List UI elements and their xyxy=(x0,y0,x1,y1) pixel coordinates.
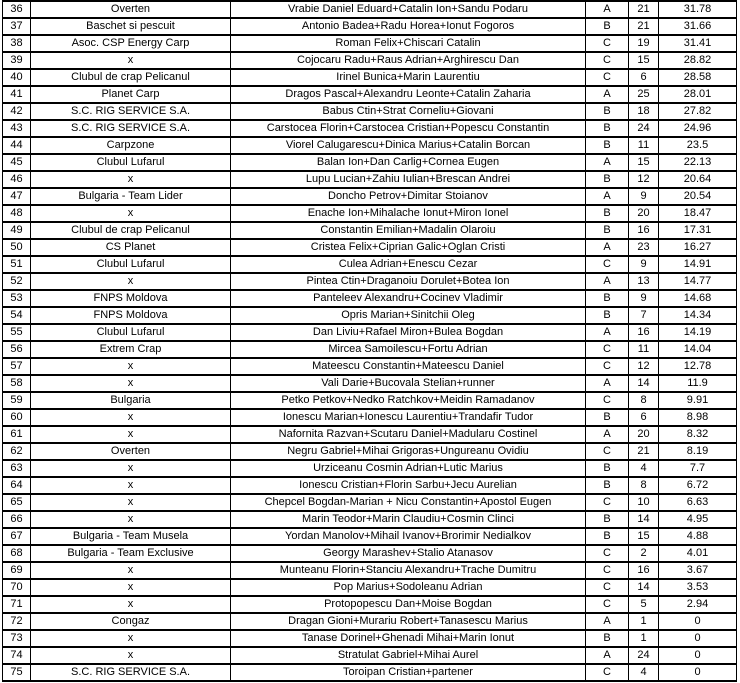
peg-cell: 5 xyxy=(629,596,659,613)
rank-cell: 69 xyxy=(3,562,31,579)
team-cell: x xyxy=(31,562,231,579)
rank-cell: 43 xyxy=(3,120,31,137)
competitors-cell: Antonio Badea+Radu Horea+Ionut Fogoros xyxy=(231,18,586,35)
competitors-cell: Mateescu Constantin+Mateescu Daniel xyxy=(231,358,586,375)
competitors-cell: Panteleev Alexandru+Cocinev Vladimir xyxy=(231,290,586,307)
peg-cell: 18 xyxy=(629,103,659,120)
table-row xyxy=(3,358,737,375)
team-cell: S.C. RIG SERVICE S.A. xyxy=(31,664,231,681)
weight-cell: 14.91 xyxy=(659,256,737,273)
weight-cell: 4.88 xyxy=(659,528,737,545)
weight-cell: 8.19 xyxy=(659,443,737,460)
weight-cell: 3.67 xyxy=(659,562,737,579)
peg-cell: 9 xyxy=(629,256,659,273)
table-row xyxy=(3,562,737,579)
sector-cell: B xyxy=(586,205,629,222)
peg-cell: 6 xyxy=(629,409,659,426)
competitors-cell: Yordan Manolov+Mihail Ivanov+Brorimir Nedialkov xyxy=(231,528,586,545)
competitors-cell: Nafornita Razvan+Scutaru Daniel+Madularu Costinel xyxy=(231,426,586,443)
rank-cell: 54 xyxy=(3,307,31,324)
weight-cell: 14.77 xyxy=(659,273,737,290)
team-cell: x xyxy=(31,460,231,477)
rank-cell: 59 xyxy=(3,392,31,409)
peg-cell: 7 xyxy=(629,307,659,324)
competitors-cell: Enache Ion+Mihalache Ionut+Miron Ionel xyxy=(231,205,586,222)
team-cell: S.C. RIG SERVICE S.A. xyxy=(31,103,231,120)
peg-cell: 19 xyxy=(629,35,659,52)
competitors-cell: Tanase Dorinel+Ghenadi Mihai+Marin Ionut xyxy=(231,630,586,647)
weight-cell: 27.82 xyxy=(659,103,737,120)
peg-cell: 25 xyxy=(629,86,659,103)
weight-cell: 28.82 xyxy=(659,52,737,69)
competitors-cell: Georgy Marashev+Stalio Atanasov xyxy=(231,545,586,562)
table-row xyxy=(3,1,737,18)
table-row xyxy=(3,596,737,613)
competitors-cell: Vali Darie+Bucovala Stelian+runner xyxy=(231,375,586,392)
table-row xyxy=(3,613,737,630)
sector-cell: B xyxy=(586,103,629,120)
team-cell: x xyxy=(31,205,231,222)
rank-cell: 53 xyxy=(3,290,31,307)
peg-cell: 10 xyxy=(629,494,659,511)
table-row xyxy=(3,35,737,52)
peg-cell: 16 xyxy=(629,324,659,341)
team-cell: Clubul Lufarul xyxy=(31,256,231,273)
sector-cell: C xyxy=(586,392,629,409)
table-row xyxy=(3,579,737,596)
table-row xyxy=(3,222,737,239)
competitors-cell: Petko Petkov+Nedko Ratchkov+Meidin Ramadanov xyxy=(231,392,586,409)
team-cell: x xyxy=(31,630,231,647)
weight-cell: 31.66 xyxy=(659,18,737,35)
team-cell: x xyxy=(31,52,231,69)
competitors-cell: Mircea Samoilescu+Fortu Adrian xyxy=(231,341,586,358)
weight-cell: 14.34 xyxy=(659,307,737,324)
table-row xyxy=(3,69,737,86)
competitors-cell: Balan Ion+Dan Carlig+Cornea Eugen xyxy=(231,154,586,171)
table-row xyxy=(3,120,737,137)
rank-cell: 62 xyxy=(3,443,31,460)
rank-cell: 45 xyxy=(3,154,31,171)
competitors-cell: Roman Felix+Chiscari Catalin xyxy=(231,35,586,52)
team-cell: x xyxy=(31,375,231,392)
sector-cell: B xyxy=(586,222,629,239)
team-cell: x xyxy=(31,647,231,664)
table-row xyxy=(3,256,737,273)
rank-cell: 50 xyxy=(3,239,31,256)
peg-cell: 4 xyxy=(629,460,659,477)
table-row xyxy=(3,511,737,528)
sector-cell: B xyxy=(586,528,629,545)
weight-cell: 23.5 xyxy=(659,137,737,154)
weight-cell: 0 xyxy=(659,613,737,630)
rank-cell: 64 xyxy=(3,477,31,494)
sector-cell: B xyxy=(586,477,629,494)
sector-cell: C xyxy=(586,494,629,511)
rank-cell: 74 xyxy=(3,647,31,664)
team-cell: x xyxy=(31,273,231,290)
peg-cell: 20 xyxy=(629,426,659,443)
competitors-cell: Viorel Calugarescu+Dinica Marius+Catalin Borcan xyxy=(231,137,586,154)
table-row xyxy=(3,205,737,222)
peg-cell: 14 xyxy=(629,579,659,596)
sector-cell: A xyxy=(586,86,629,103)
weight-cell: 0 xyxy=(659,647,737,664)
team-cell: x xyxy=(31,171,231,188)
peg-cell: 8 xyxy=(629,392,659,409)
peg-cell: 2 xyxy=(629,545,659,562)
competitors-cell: Munteanu Florin+Stanciu Alexandru+Trache Dumitru xyxy=(231,562,586,579)
table-row xyxy=(3,528,737,545)
weight-cell: 4.01 xyxy=(659,545,737,562)
table-row xyxy=(3,154,737,171)
weight-cell: 12.78 xyxy=(659,358,737,375)
peg-cell: 20 xyxy=(629,205,659,222)
team-cell: Clubul Lufarul xyxy=(31,154,231,171)
peg-cell: 1 xyxy=(629,613,659,630)
rank-cell: 47 xyxy=(3,188,31,205)
peg-cell: 15 xyxy=(629,154,659,171)
team-cell: Clubul de crap Pelicanul xyxy=(31,69,231,86)
team-cell: x xyxy=(31,579,231,596)
competitors-cell: Dragos Pascal+Alexandru Leonte+Catalin Zaharia xyxy=(231,86,586,103)
sector-cell: B xyxy=(586,171,629,188)
table-row xyxy=(3,392,737,409)
sector-cell: A xyxy=(586,1,629,18)
peg-cell: 9 xyxy=(629,290,659,307)
team-cell: Planet Carp xyxy=(31,86,231,103)
peg-cell: 6 xyxy=(629,69,659,86)
peg-cell: 12 xyxy=(629,358,659,375)
sector-cell: B xyxy=(586,460,629,477)
rank-cell: 49 xyxy=(3,222,31,239)
table-row xyxy=(3,239,737,256)
peg-cell: 11 xyxy=(629,341,659,358)
rank-cell: 66 xyxy=(3,511,31,528)
sector-cell: A xyxy=(586,426,629,443)
weight-cell: 4.95 xyxy=(659,511,737,528)
weight-cell: 11.9 xyxy=(659,375,737,392)
competitors-cell: Ionescu Marian+Ionescu Laurentiu+Trandafir Tudor xyxy=(231,409,586,426)
team-cell: x xyxy=(31,511,231,528)
sector-cell: C xyxy=(586,579,629,596)
weight-cell: 8.32 xyxy=(659,426,737,443)
table-row xyxy=(3,545,737,562)
sector-cell: B xyxy=(586,511,629,528)
competitors-cell: Doncho Petrov+Dimitar Stoianov xyxy=(231,188,586,205)
competitors-cell: Cojocaru Radu+Raus Adrian+Arghirescu Dan xyxy=(231,52,586,69)
weight-cell: 8.98 xyxy=(659,409,737,426)
sector-cell: C xyxy=(586,358,629,375)
rank-cell: 42 xyxy=(3,103,31,120)
rank-cell: 51 xyxy=(3,256,31,273)
sector-cell: C xyxy=(586,69,629,86)
rank-cell: 58 xyxy=(3,375,31,392)
competitors-cell: Vrabie Daniel Eduard+Catalin Ion+Sandu Podaru xyxy=(231,1,586,18)
competitors-cell: Toroipan Cristian+partener xyxy=(231,664,586,681)
team-cell: Overten xyxy=(31,1,231,18)
weight-cell: 16.27 xyxy=(659,239,737,256)
weight-cell: 20.54 xyxy=(659,188,737,205)
table-row xyxy=(3,341,737,358)
weight-cell: 9.91 xyxy=(659,392,737,409)
rank-cell: 52 xyxy=(3,273,31,290)
team-cell: x xyxy=(31,426,231,443)
rank-cell: 38 xyxy=(3,35,31,52)
table-row xyxy=(3,86,737,103)
competitors-cell: Protopopescu Dan+Moise Bogdan xyxy=(231,596,586,613)
team-cell: x xyxy=(31,358,231,375)
peg-cell: 14 xyxy=(629,375,659,392)
table-row xyxy=(3,494,737,511)
sector-cell: C xyxy=(586,256,629,273)
peg-cell: 16 xyxy=(629,222,659,239)
table-row xyxy=(3,290,737,307)
table-row xyxy=(3,307,737,324)
team-cell: Extrem Crap xyxy=(31,341,231,358)
sector-cell: A xyxy=(586,154,629,171)
peg-cell: 13 xyxy=(629,273,659,290)
table-row xyxy=(3,630,737,647)
competitors-cell: Lupu Lucian+Zahiu Iulian+Brescan Andrei xyxy=(231,171,586,188)
weight-cell: 20.64 xyxy=(659,171,737,188)
team-cell: Overten xyxy=(31,443,231,460)
team-cell: S.C. RIG SERVICE S.A. xyxy=(31,120,231,137)
weight-cell: 0 xyxy=(659,630,737,647)
team-cell: FNPS Moldova xyxy=(31,290,231,307)
team-cell: Congaz xyxy=(31,613,231,630)
weight-cell: 3.53 xyxy=(659,579,737,596)
competitors-cell: Pop Marius+Sodoleanu Adrian xyxy=(231,579,586,596)
sector-cell: A xyxy=(586,273,629,290)
team-cell: Carpzone xyxy=(31,137,231,154)
rank-cell: 36 xyxy=(3,1,31,18)
table-row xyxy=(3,273,737,290)
weight-cell: 31.41 xyxy=(659,35,737,52)
rank-cell: 67 xyxy=(3,528,31,545)
peg-cell: 24 xyxy=(629,647,659,664)
sector-cell: A xyxy=(586,647,629,664)
competitors-cell: Cristea Felix+Ciprian Galic+Oglan Cristi xyxy=(231,239,586,256)
weight-cell: 14.04 xyxy=(659,341,737,358)
team-cell: Bulgaria - Team Exclusive xyxy=(31,545,231,562)
team-cell: Baschet si pescuit xyxy=(31,18,231,35)
competitors-cell: Chepcel Bogdan-Marian + Nicu Constantin+Apostol Eugen xyxy=(231,494,586,511)
rank-cell: 73 xyxy=(3,630,31,647)
sector-cell: A xyxy=(586,324,629,341)
team-cell: Bulgaria - Team Musela xyxy=(31,528,231,545)
weight-cell: 0 xyxy=(659,664,737,681)
table-row xyxy=(3,647,737,664)
rank-cell: 57 xyxy=(3,358,31,375)
table-row xyxy=(3,664,737,681)
rank-cell: 39 xyxy=(3,52,31,69)
team-cell: FNPS Moldova xyxy=(31,307,231,324)
team-cell: x xyxy=(31,494,231,511)
sector-cell: B xyxy=(586,307,629,324)
peg-cell: 11 xyxy=(629,137,659,154)
team-cell: x xyxy=(31,409,231,426)
sector-cell: A xyxy=(586,239,629,256)
table-row xyxy=(3,426,737,443)
table-row xyxy=(3,171,737,188)
competitors-cell: Dan Liviu+Rafael Miron+Bulea Bogdan xyxy=(231,324,586,341)
rank-cell: 63 xyxy=(3,460,31,477)
rank-cell: 41 xyxy=(3,86,31,103)
rank-cell: 37 xyxy=(3,18,31,35)
peg-cell: 23 xyxy=(629,239,659,256)
rank-cell: 71 xyxy=(3,596,31,613)
table-row xyxy=(3,137,737,154)
weight-cell: 17.31 xyxy=(659,222,737,239)
weight-cell: 6.72 xyxy=(659,477,737,494)
competitors-cell: Babus Ctin+Strat Corneliu+Giovani xyxy=(231,103,586,120)
team-cell: CS Planet xyxy=(31,239,231,256)
weight-cell: 7.7 xyxy=(659,460,737,477)
competitors-cell: Culea Adrian+Enescu Cezar xyxy=(231,256,586,273)
weight-cell: 22.13 xyxy=(659,154,737,171)
peg-cell: 21 xyxy=(629,18,659,35)
peg-cell: 21 xyxy=(629,443,659,460)
rank-cell: 44 xyxy=(3,137,31,154)
rank-cell: 65 xyxy=(3,494,31,511)
table-row xyxy=(3,188,737,205)
weight-cell: 14.19 xyxy=(659,324,737,341)
table-body xyxy=(3,1,737,681)
team-cell: Bulgaria - Team Lider xyxy=(31,188,231,205)
competitors-cell: Stratulat Gabriel+Mihai Aurel xyxy=(231,647,586,664)
table-row xyxy=(3,103,737,120)
rank-cell: 48 xyxy=(3,205,31,222)
competitors-cell: Carstocea Florin+Carstocea Cristian+Popescu Constantin xyxy=(231,120,586,137)
table-row xyxy=(3,324,737,341)
competitors-cell: Opris Marian+Sinitchii Oleg xyxy=(231,307,586,324)
weight-cell: 28.01 xyxy=(659,86,737,103)
team-cell: Bulgaria xyxy=(31,392,231,409)
competitors-cell: Constantin Emilian+Madalin Olaroiu xyxy=(231,222,586,239)
team-cell: Asoc. CSP Energy Carp xyxy=(31,35,231,52)
results-table xyxy=(2,0,737,682)
sector-cell: C xyxy=(586,52,629,69)
weight-cell: 28.58 xyxy=(659,69,737,86)
sector-cell: C xyxy=(586,545,629,562)
competitors-cell: Pintea Ctin+Draganoiu Dorulet+Botea Ion xyxy=(231,273,586,290)
peg-cell: 12 xyxy=(629,171,659,188)
weight-cell: 6.63 xyxy=(659,494,737,511)
peg-cell: 14 xyxy=(629,511,659,528)
peg-cell: 15 xyxy=(629,52,659,69)
rank-cell: 72 xyxy=(3,613,31,630)
rank-cell: 68 xyxy=(3,545,31,562)
team-cell: x xyxy=(31,477,231,494)
sector-cell: A xyxy=(586,375,629,392)
peg-cell: 24 xyxy=(629,120,659,137)
rank-cell: 75 xyxy=(3,664,31,681)
sector-cell: B xyxy=(586,120,629,137)
competitors-cell: Irinel Bunica+Marin Laurentiu xyxy=(231,69,586,86)
competitors-cell: Marin Teodor+Marin Claudiu+Cosmin Clinci xyxy=(231,511,586,528)
rank-cell: 61 xyxy=(3,426,31,443)
sector-cell: C xyxy=(586,562,629,579)
team-cell: Clubul de crap Pelicanul xyxy=(31,222,231,239)
sector-cell: C xyxy=(586,664,629,681)
sector-cell: C xyxy=(586,596,629,613)
competitors-cell: Ionescu Cristian+Florin Sarbu+Jecu Aurelian xyxy=(231,477,586,494)
rank-cell: 56 xyxy=(3,341,31,358)
competitors-cell: Urziceanu Cosmin Adrian+Lutic Marius xyxy=(231,460,586,477)
sector-cell: C xyxy=(586,35,629,52)
peg-cell: 1 xyxy=(629,630,659,647)
peg-cell: 15 xyxy=(629,528,659,545)
sector-cell: C xyxy=(586,443,629,460)
sector-cell: B xyxy=(586,137,629,154)
table-row xyxy=(3,18,737,35)
sector-cell: B xyxy=(586,409,629,426)
weight-cell: 24.96 xyxy=(659,120,737,137)
sector-cell: A xyxy=(586,613,629,630)
rank-cell: 60 xyxy=(3,409,31,426)
rank-cell: 40 xyxy=(3,69,31,86)
rank-cell: 46 xyxy=(3,171,31,188)
sector-cell: A xyxy=(586,188,629,205)
table-row xyxy=(3,477,737,494)
weight-cell: 2.94 xyxy=(659,596,737,613)
sector-cell: B xyxy=(586,290,629,307)
rank-cell: 55 xyxy=(3,324,31,341)
table-row xyxy=(3,52,737,69)
team-cell: x xyxy=(31,596,231,613)
weight-cell: 18.47 xyxy=(659,205,737,222)
team-cell: Clubul Lufarul xyxy=(31,324,231,341)
table-row xyxy=(3,460,737,477)
sector-cell: B xyxy=(586,630,629,647)
sector-cell: B xyxy=(586,18,629,35)
peg-cell: 8 xyxy=(629,477,659,494)
table-row xyxy=(3,375,737,392)
sector-cell: C xyxy=(586,341,629,358)
peg-cell: 9 xyxy=(629,188,659,205)
weight-cell: 31.78 xyxy=(659,1,737,18)
weight-cell: 14.68 xyxy=(659,290,737,307)
competitors-cell: Dragan Gioni+Murariu Robert+Tanasescu Marius xyxy=(231,613,586,630)
table-row xyxy=(3,409,737,426)
competitors-cell: Negru Gabriel+Mihai Grigoras+Ungureanu Ovidiu xyxy=(231,443,586,460)
peg-cell: 4 xyxy=(629,664,659,681)
peg-cell: 16 xyxy=(629,562,659,579)
table-row xyxy=(3,443,737,460)
peg-cell: 21 xyxy=(629,1,659,18)
rank-cell: 70 xyxy=(3,579,31,596)
